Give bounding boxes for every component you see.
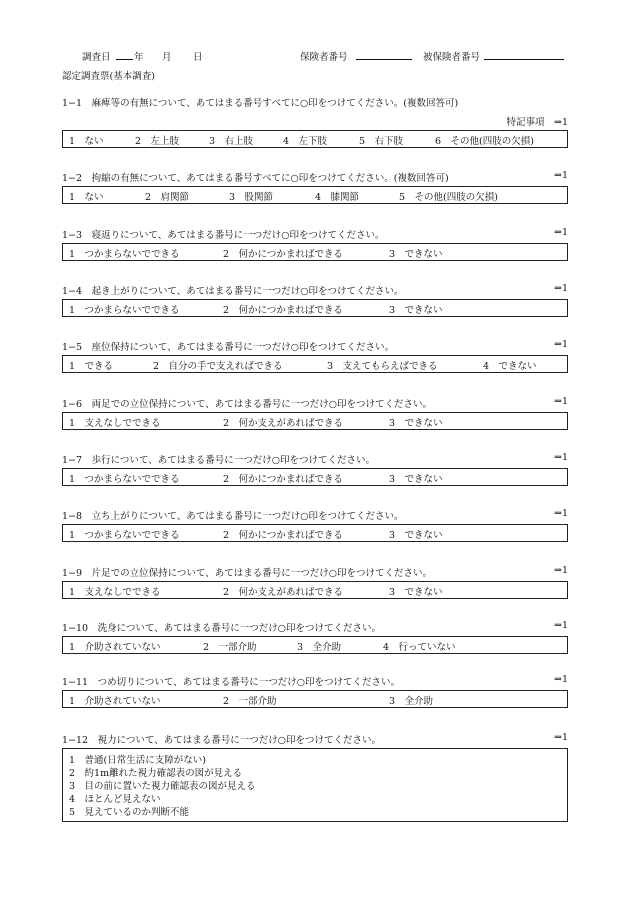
ref-arrow: ⇒1 xyxy=(553,732,568,743)
question-text: 拘縮の有無について、あてはまる番号すべてに○印をつけてください。(複数回答可) xyxy=(91,173,449,184)
option-3[interactable]: 3 できない xyxy=(389,530,443,541)
question-text: 視力について、あてはまる番号に一つだけ○印をつけてください。 xyxy=(97,735,382,746)
option-1[interactable]: 1 支えなしでできる xyxy=(69,418,161,429)
question-1-6 xyxy=(62,396,568,430)
question-1-11 xyxy=(62,674,568,708)
option-box xyxy=(62,186,568,204)
question-text: 洗身について、あてはまる番号に一つだけ○印をつけてください。 xyxy=(97,623,382,634)
option-1[interactable]: 1 つかまらないでできる xyxy=(69,249,180,260)
option-4[interactable]: 4 左下肢 xyxy=(283,136,328,147)
option-box xyxy=(62,581,568,599)
ref-arrow: ⇒1 xyxy=(553,396,568,407)
question-text: 麻痺等の有無について、あてはまる番号すべてに○印をつけてください。(複数回答可) xyxy=(91,98,459,109)
question-number: 1−8 xyxy=(62,511,83,522)
question-1-2 xyxy=(62,170,568,204)
insured-number-label: 被保険者番号 xyxy=(423,52,481,63)
option-box xyxy=(62,299,568,317)
question-number: 1−9 xyxy=(62,568,83,579)
option-3[interactable]: 3 できない xyxy=(389,305,443,316)
option-1[interactable]: 1 介助されていない xyxy=(69,696,161,707)
option-box xyxy=(62,690,568,708)
option-box xyxy=(62,524,568,542)
option-3[interactable]: 3 できない xyxy=(389,418,443,429)
option-2[interactable]: 2 何かにつかまればできる xyxy=(223,474,343,485)
option-5[interactable]: 5 見えているのか判断不能 xyxy=(69,807,190,818)
form-title: 認定調査票(基本調査) xyxy=(62,71,155,82)
survey-date-label: 調査日 xyxy=(82,52,111,63)
option-3[interactable]: 3 支えてもらえばできる xyxy=(327,361,438,372)
special-note-ref: 特記事項 ⇒1 xyxy=(506,117,568,128)
question-number: 1−11 xyxy=(62,677,89,688)
day-label: 日 xyxy=(193,52,203,63)
option-2[interactable]: 2 何か支えがあればできる xyxy=(223,587,344,598)
option-box xyxy=(62,130,568,148)
question-text: 歩行について、あてはまる番号に一つだけ○印をつけてください。 xyxy=(91,455,375,466)
option-2[interactable]: 2 何かにつかまればできる xyxy=(223,305,343,316)
question-1-10 xyxy=(62,620,568,654)
option-1[interactable]: 1 つかまらないでできる xyxy=(69,530,180,541)
question-text: 起き上がりについて、あてはまる番号に一つだけ○印をつけてください。 xyxy=(91,286,404,297)
ref-arrow: ⇒1 xyxy=(553,227,568,238)
option-1[interactable]: 1 ない xyxy=(69,136,104,147)
insurer-number-field[interactable] xyxy=(356,49,412,60)
question-text: 寝返りについて、あてはまる番号に一つだけ○印をつけてください。 xyxy=(91,230,385,241)
question-1-5 xyxy=(62,339,568,373)
question-1-1 xyxy=(62,95,568,148)
option-box xyxy=(62,748,568,822)
ref-arrow: ⇒1 xyxy=(553,565,568,576)
ref-arrow: ⇒1 xyxy=(553,452,568,463)
question-text: 両足での立位保持について、あてはまる番号に一つだけ○印をつけてください。 xyxy=(91,399,432,410)
question-number: 1−1 xyxy=(62,98,83,109)
question-1-8 xyxy=(62,508,568,542)
option-2[interactable]: 2 何かにつかまればできる xyxy=(223,530,343,541)
option-1[interactable]: 1 ない xyxy=(69,192,104,203)
year-label: 年 xyxy=(134,52,144,63)
option-2[interactable]: 2 左上肢 xyxy=(135,136,180,147)
question-1-3 xyxy=(62,227,568,261)
question-number: 1−7 xyxy=(62,455,83,466)
option-6[interactable]: 6 その他(四肢の欠損) xyxy=(435,136,534,147)
question-1-7 xyxy=(62,452,568,486)
option-2[interactable]: 2 肩関節 xyxy=(145,192,190,203)
option-1[interactable]: 1 つかまらないでできる xyxy=(69,305,180,316)
question-1-12 xyxy=(62,732,568,822)
option-box xyxy=(62,355,568,373)
question-text: 立ち上がりについて、あてはまる番号に一つだけ○印をつけてください。 xyxy=(91,511,404,522)
option-3[interactable]: 3 できない xyxy=(389,587,443,598)
question-1-9 xyxy=(62,565,568,599)
question-number: 1−10 xyxy=(62,623,89,634)
question-number: 1−4 xyxy=(62,286,83,297)
insured-number-field[interactable] xyxy=(484,49,564,60)
option-1[interactable]: 1 できる xyxy=(69,361,114,372)
option-3[interactable]: 3 股関節 xyxy=(229,192,274,203)
question-number: 1−5 xyxy=(62,342,83,353)
option-2[interactable]: 2 一部介助 xyxy=(203,642,257,653)
question-text: 片足での立位保持について、あてはまる番号に一つだけ○印をつけてください。 xyxy=(91,568,432,579)
month-label: 月 xyxy=(162,52,172,63)
option-3[interactable]: 3 目の前に置いた視力確認表の図が見える xyxy=(69,781,256,792)
option-box xyxy=(62,412,568,430)
option-4[interactable]: 4 できない xyxy=(483,361,537,372)
question-1-4 xyxy=(62,283,568,317)
option-3[interactable]: 3 全介助 xyxy=(297,642,342,653)
option-1[interactable]: 1 支えなしでできる xyxy=(69,587,161,598)
ref-arrow: ⇒1 xyxy=(553,508,568,519)
option-2[interactable]: 2 何かにつかまればできる xyxy=(223,249,343,260)
year-field[interactable] xyxy=(116,49,133,60)
question-text: つめ切りについて、あてはまる番号に一つだけ○印をつけてください。 xyxy=(97,677,401,688)
option-5[interactable]: 5 その他(四肢の欠損) xyxy=(399,192,498,203)
question-number: 1−12 xyxy=(62,735,89,746)
ref-arrow: ⇒1 xyxy=(553,339,568,350)
option-1[interactable]: 1 介助されていない xyxy=(69,642,161,653)
option-3[interactable]: 3 できない xyxy=(389,249,443,260)
option-2[interactable]: 2 自分の手で支えればできる xyxy=(153,361,283,372)
option-box xyxy=(62,243,568,261)
option-1[interactable]: 1 つかまらないでできる xyxy=(69,474,180,485)
ref-arrow: ⇒1 xyxy=(553,170,568,181)
option-3[interactable]: 3 できない xyxy=(389,474,443,485)
ref-arrow: ⇒1 xyxy=(553,283,568,294)
option-5[interactable]: 5 右下肢 xyxy=(359,136,404,147)
option-1[interactable]: 1 普通(日常生活に支障がない) xyxy=(69,755,206,766)
option-3[interactable]: 3 右上肢 xyxy=(209,136,254,147)
option-4[interactable]: 4 ほとんど見えない xyxy=(69,794,161,805)
question-text: 座位保持について、あてはまる番号に一つだけ○印をつけてください。 xyxy=(91,342,394,353)
option-4[interactable]: 4 膝関節 xyxy=(315,192,360,203)
option-3[interactable]: 3 全介助 xyxy=(389,696,434,707)
option-4[interactable]: 4 行っていない xyxy=(383,642,456,653)
form-header xyxy=(82,49,582,63)
question-number: 1−6 xyxy=(62,399,83,410)
option-2[interactable]: 2 一部介助 xyxy=(223,696,277,707)
ref-arrow: ⇒1 xyxy=(553,620,568,631)
option-box xyxy=(62,468,568,486)
option-2[interactable]: 2 何か支えがあればできる xyxy=(223,418,344,429)
ref-arrow: ⇒1 xyxy=(553,674,568,685)
insurer-number-label: 保険者番号 xyxy=(300,52,348,63)
option-box xyxy=(62,636,568,654)
question-number: 1−2 xyxy=(62,173,83,184)
option-2[interactable]: 2 約1m離れた視力確認表の図が見える xyxy=(69,768,243,779)
question-number: 1−3 xyxy=(62,230,83,241)
